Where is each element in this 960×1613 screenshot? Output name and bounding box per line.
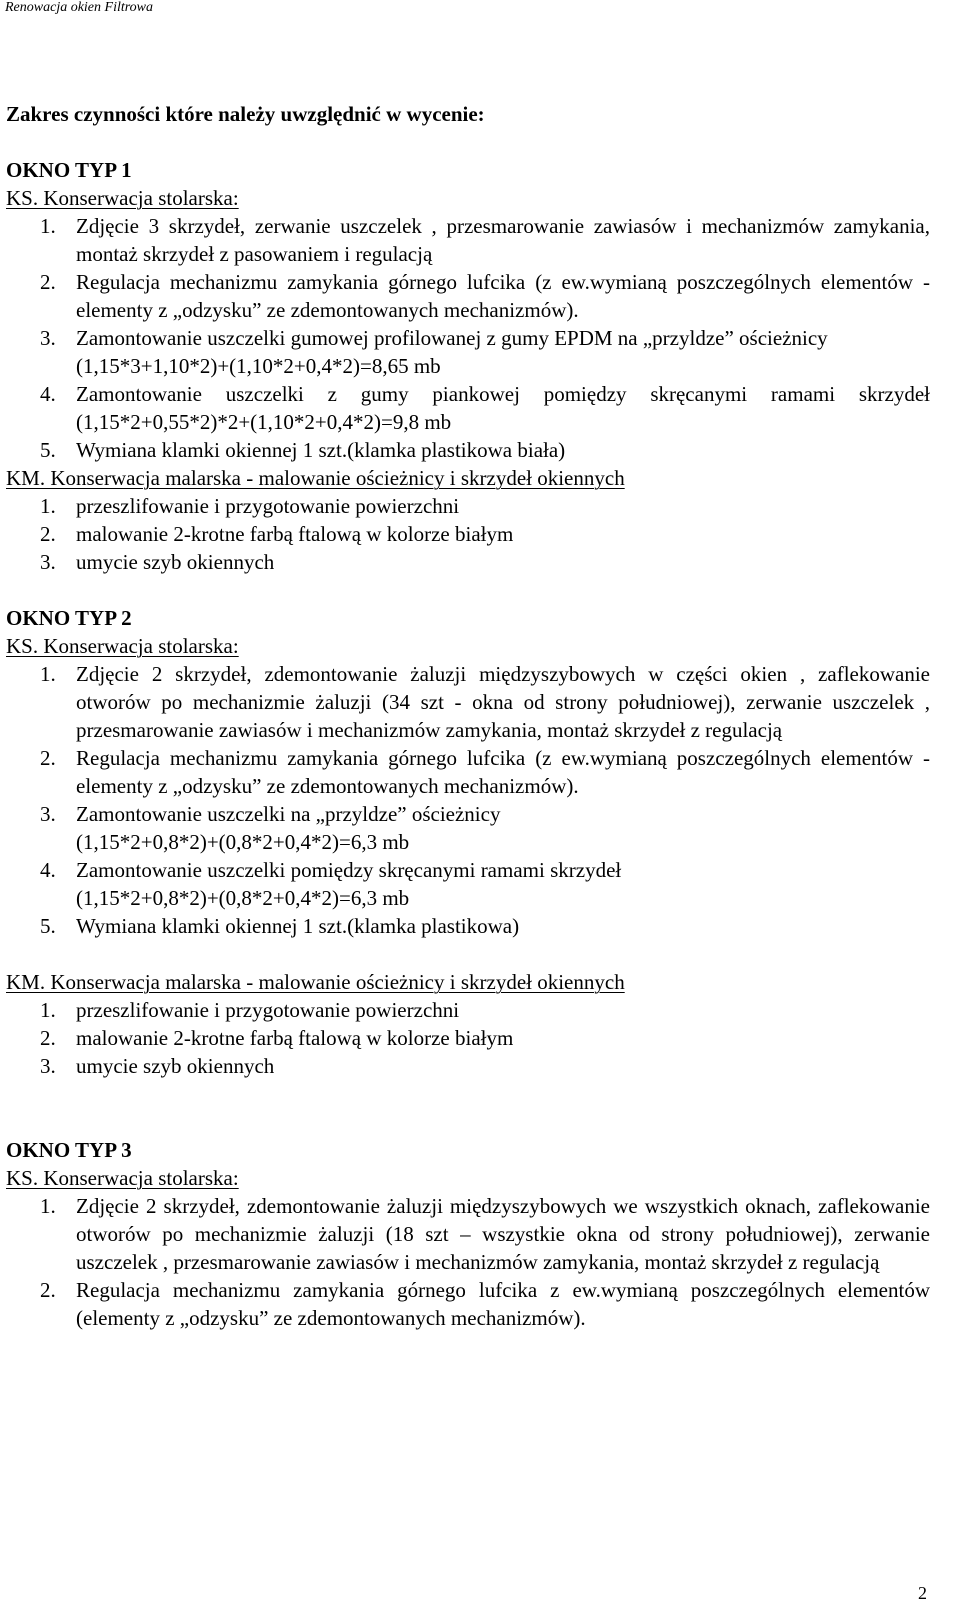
item-number: 1. (40, 1194, 56, 1218)
joinery-task-list (6, 212, 930, 464)
item-text: Zdjęcie 3 skrzydeł, zerwanie uszczelek , przesmarowanie zawiasów i mechanizmów zamykania, montaż skrzydeł z pasowaniem i regulacją (76, 214, 930, 266)
item-number: 1. (40, 998, 56, 1022)
list-item (6, 1024, 930, 1052)
window-type-2-heading: OKNO TYP 2 (6, 606, 132, 630)
item-text: malowanie 2-krotne farbą ftalową w kolorze białym (76, 522, 514, 546)
joinery-section-heading: KS. Konserwacja stolarska: (6, 634, 239, 658)
item-text: umycie szyb okiennych (76, 550, 275, 574)
window-type-3-heading: OKNO TYP 3 (6, 1138, 132, 1162)
item-number: 3. (40, 1054, 56, 1078)
painting-task-list (6, 996, 930, 1080)
item-text (76, 856, 930, 912)
item-text: umycie szyb okiennych (76, 1054, 275, 1078)
list-item (6, 520, 930, 548)
item-number: 5. (40, 438, 56, 462)
item-number: 2. (40, 1278, 56, 1302)
item-text: Regulacja mechanizmu zamykania górnego lufcika z ew.wymianą poszczególnych elementów (elementy z „odzysku” ze zdemontowanych mechanizmów). (76, 1278, 930, 1330)
list-item (6, 660, 930, 744)
item-text (76, 324, 930, 380)
item-text: Zdjęcie 2 skrzydeł, zdemontowanie żaluzji międzyszybowych we wszystkich oknach, zaflekowanie otworów po mechanizmie żaluzji (18 szt – wszystkie okna od strony południowej), zerwanie uszczelek , przesmarowanie zawiasów i mechanizmów zamykania, montaż skrzydeł z regulacją (76, 1194, 930, 1274)
list-item (6, 436, 930, 464)
item-formula: (1,15*2+0,8*2)+(0,8*2+0,4*2)=6,3 mb (76, 886, 410, 910)
joinery-task-list (6, 660, 930, 940)
list-item (6, 1276, 930, 1332)
document-title: Zakres czynności które należy uwzględnić w wycenie: (6, 102, 485, 126)
item-formula: (1,15*3+1,10*2)+(1,10*2+0,4*2)=8,65 mb (76, 354, 441, 378)
item-number: 2. (40, 270, 56, 294)
list-item (6, 324, 930, 380)
item-number: 3. (40, 550, 56, 574)
list-item (6, 1052, 930, 1080)
joinery-task-list (6, 1192, 930, 1332)
item-text: Wymiana klamki okiennej 1 szt.(klamka plastikowa) (76, 914, 520, 938)
painting-section-heading: KM. Konserwacja malarska - malowanie ościeżnicy i skrzydeł okiennych (6, 466, 625, 490)
page-number: 2 (918, 1583, 927, 1603)
item-formula: (1,15*2+0,8*2)+(0,8*2+0,4*2)=6,3 mb (76, 830, 410, 854)
item-text: Wymiana klamki okiennej 1 szt.(klamka plastikowa biała) (76, 438, 566, 462)
item-number: 2. (40, 522, 56, 546)
window-type-1-heading: OKNO TYP 1 (6, 158, 132, 182)
item-text-line: Zamontowanie uszczelki na „przyldze” ościeżnicy (76, 802, 501, 826)
list-item (6, 996, 930, 1024)
item-number: 1. (40, 494, 56, 518)
item-number: 3. (40, 326, 56, 350)
item-number: 4. (40, 858, 56, 882)
document-body (6, 100, 930, 1332)
list-item (6, 492, 930, 520)
item-text: przeszlifowanie i przygotowanie powierzchni (76, 494, 460, 518)
list-item (6, 744, 930, 800)
item-text-line: Zamontowanie uszczelki pomiędzy skręcanymi ramami skrzydeł (76, 858, 622, 882)
item-text: malowanie 2-krotne farbą ftalową w kolorze białym (76, 1026, 514, 1050)
list-item (6, 548, 930, 576)
item-number: 1. (40, 214, 56, 238)
item-text: Zamontowanie uszczelki z gumy piankowej pomiędzy skręcanymi ramami skrzydeł (1,15*2+0,55*2)*2+(1,10*2+0,4*2)=9,8 mb (76, 382, 930, 434)
item-text: przeszlifowanie i przygotowanie powierzchni (76, 998, 460, 1022)
item-text: Regulacja mechanizmu zamykania górnego lufcika (z ew.wymianą poszczególnych elementów -elementy z „odzysku” ze zdemontowanych mechanizmów). (76, 746, 930, 798)
list-item (6, 212, 930, 268)
list-item (6, 380, 930, 436)
list-item (6, 800, 930, 856)
item-text: Regulacja mechanizmu zamykania górnego lufcika (z ew.wymianą poszczególnych elementów - elementy z „odzysku” ze zdemontowanych mechanizmów). (76, 270, 930, 322)
item-number: 4. (40, 382, 56, 406)
list-item (6, 912, 930, 940)
item-number: 5. (40, 914, 56, 938)
item-number: 2. (40, 746, 56, 770)
item-number: 1. (40, 662, 56, 686)
list-item (6, 1192, 930, 1276)
item-number: 2. (40, 1026, 56, 1050)
item-text (76, 800, 930, 856)
list-item (6, 856, 930, 912)
list-item (6, 268, 930, 324)
item-text-line: Zamontowanie uszczelki gumowej profilowanej z gumy EPDM na „przyldze” ościeżnicy (76, 326, 828, 350)
painting-section-heading: KM. Konserwacja malarska - malowanie ościeżnicy i skrzydeł okiennych (6, 970, 625, 994)
joinery-section-heading: KS. Konserwacja stolarska: (6, 186, 239, 210)
item-number: 3. (40, 802, 56, 826)
page-header: Renowacja okien Filtrowa (5, 0, 154, 15)
joinery-section-heading: KS. Konserwacja stolarska: (6, 1166, 239, 1190)
item-text: Zdjęcie 2 skrzydeł, zdemontowanie żaluzji międzyszybowych w części okien , zaflekowanie otworów po mechanizmie żaluzji (34 szt - okna od strony południowej), zerwanie uszczelek , przesmarowanie zawiasów i mechanizmów zamykania, montaż skrzydeł z regulacją (76, 662, 930, 742)
painting-task-list (6, 492, 930, 576)
